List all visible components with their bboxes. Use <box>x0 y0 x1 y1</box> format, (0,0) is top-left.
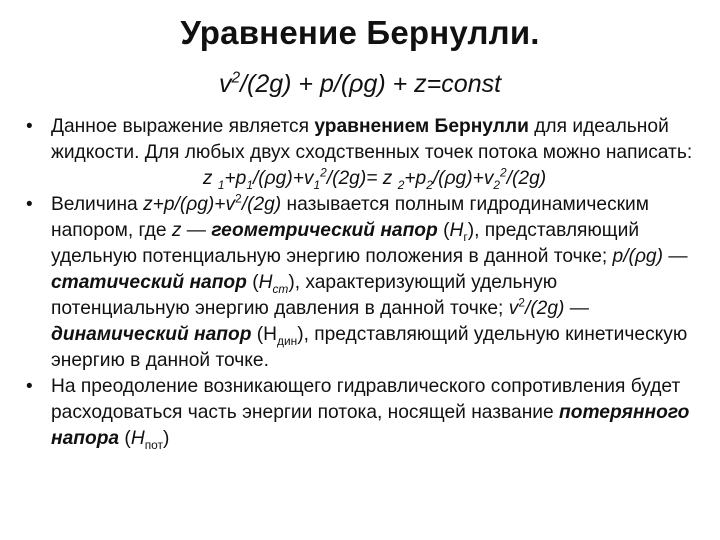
text-run: Данное выражение является <box>51 116 315 137</box>
bullet-item-2 <box>26 192 698 374</box>
text-run: ), представляющий удельную потенциальную энергию положения в данной точке; <box>51 220 640 267</box>
formula-inline: v <box>508 298 519 319</box>
term-geometric-head: геометрический напор <box>211 220 438 241</box>
eq-subscript: 2 <box>426 177 433 192</box>
eq-subscript: 1 <box>313 177 321 192</box>
symbol-subscript: ст <box>272 281 289 296</box>
symbol-subscript: г <box>463 229 468 244</box>
bullet-item-1 <box>26 114 698 192</box>
eq-subscript: 1 <box>217 177 225 192</box>
text-run: ( <box>437 220 450 241</box>
eq-subscript: 2 <box>493 177 501 192</box>
eq-subscript: 1 <box>246 177 253 192</box>
formula-inline: /(2g) <box>524 298 565 319</box>
text-run: — <box>564 298 589 319</box>
text-run: (H <box>251 324 278 345</box>
text-run: ( <box>119 428 131 449</box>
symbol-h: H <box>130 428 145 449</box>
bullet-list <box>26 114 698 452</box>
text-run: ), характеризующий удельную потенциальную энергию давления в данной точке; <box>51 272 558 319</box>
term-bernoulli-equation: уравнением Бернулли <box>314 116 529 137</box>
formula-inline: z <box>171 220 182 241</box>
two-point-equation <box>51 166 698 192</box>
text-run: ), представляющий удельную кинетическую энергию в данной точке. <box>51 324 688 371</box>
eq-part: +p <box>404 168 427 189</box>
eq-part: /(2g) <box>506 168 547 189</box>
formula-inline: p/(ρg) <box>612 246 663 267</box>
formula-part: v <box>218 70 232 98</box>
formula-superscript: 2 <box>231 69 241 87</box>
eq-part: /(ρg)+v <box>252 168 314 189</box>
bernoulli-formula <box>0 70 720 99</box>
formula-inline: /(2g) <box>241 194 282 215</box>
symbol-subscript: дин <box>277 333 298 348</box>
formula-superscript: 2 <box>518 295 525 310</box>
term-head-loss: потерянного напора <box>51 402 690 449</box>
symbol-subscript: пот <box>144 437 163 452</box>
term-dynamic-head: динамический напор <box>51 324 252 345</box>
text-run: ) <box>162 428 170 449</box>
eq-superscript: 2 <box>320 165 327 180</box>
eq-part: +p <box>224 168 247 189</box>
bullet-marker: • <box>26 194 33 215</box>
text-run: называется полным гидродинамическим напором, где <box>51 194 649 241</box>
eq-part: /(2g)= z <box>326 168 398 189</box>
text-run: На преодоление возникающего гидравлического сопротивления будет расходоваться часть энергии потока, носящей название <box>51 376 681 423</box>
bullet-item-3 <box>26 374 698 452</box>
text-run: для идеальной жидкости. Для любых двух сходственных точек потока можно написать: <box>51 116 693 163</box>
formula-inline: z+p/(ρg)+v <box>143 194 236 215</box>
bullet-marker: • <box>26 116 33 137</box>
symbol-h: H <box>449 220 464 241</box>
formula-superscript: 2 <box>235 191 242 206</box>
term-static-head: статический напор <box>51 272 247 293</box>
slide-title: Уравнение Бернулли. <box>180 14 540 51</box>
eq-subscript: 2 <box>397 177 405 192</box>
symbol-h: H <box>258 272 273 293</box>
text-run: — <box>181 220 212 241</box>
text-run: ( <box>246 272 259 293</box>
formula-part: /(2g) + p/(ρg) + z=const <box>240 70 502 98</box>
text-run: Величина <box>51 194 144 215</box>
bullet-marker: • <box>26 376 33 397</box>
text-run: — <box>663 246 688 267</box>
eq-part: /(ρg)+v <box>432 168 494 189</box>
eq-superscript: 2 <box>500 165 507 180</box>
eq-part: z <box>202 168 218 189</box>
